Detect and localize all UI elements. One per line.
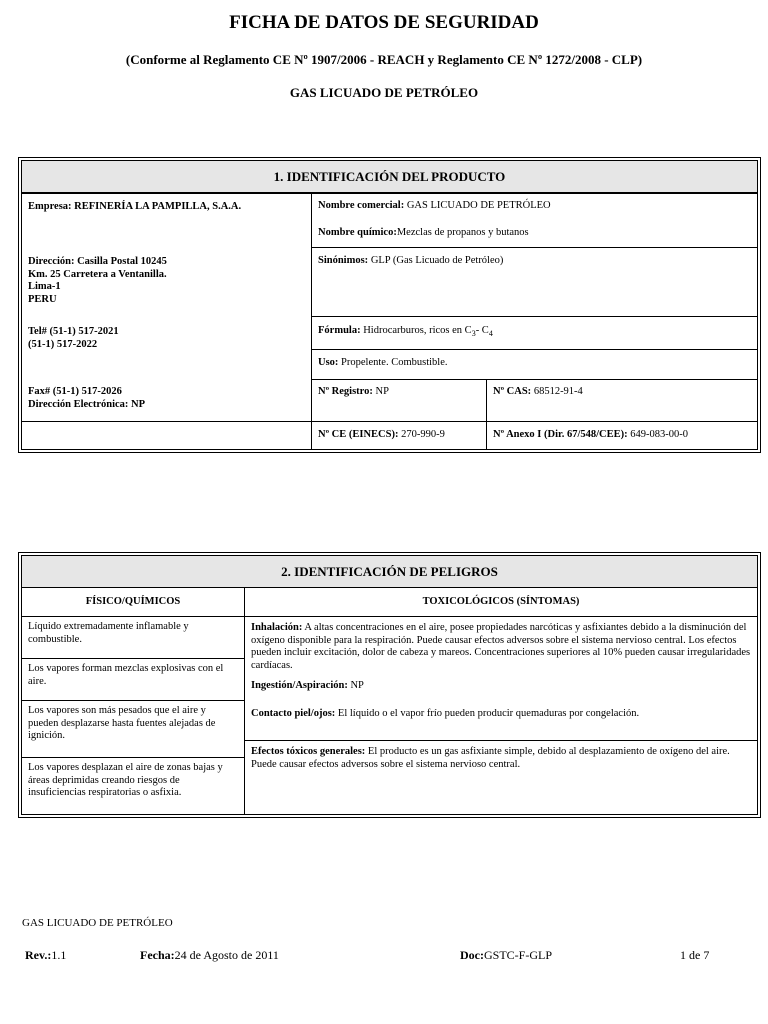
direccion-line: Dirección: Casilla Postal 10245 (28, 256, 167, 267)
section2-title: 2. IDENTIFICACIÓN DE PELIGROS (21, 555, 758, 588)
document-subtitle: (Conforme al Reglamento CE Nº 1907/2006 - REACH y Reglamento CE Nº 1272/2008 - CLP) (125, 52, 643, 67)
footer-doc (460, 948, 552, 963)
inhalacion-value: A altas concentraciones en el aire, posee propiedades narcóticas y asfixiantes debido a la disminución del oxígeno disponible para la respiración. Puede causar efectos adversos sobre el sistema nervioso central. Los efectos pueden incluir excitación, dolor de cabeza y mareos. Concentraciones superiores al 10% pueden causar irregularidades cardíacas. (251, 622, 751, 671)
sinonimos-cell (311, 247, 758, 317)
anexo-value: 649-083-00-0 (630, 429, 688, 440)
ingestion-label: Ingestión/Aspiración: (251, 680, 348, 691)
fax-line: Dirección Electrónica: NP (28, 398, 146, 410)
anexo-label: Nº Anexo I (Dir. 67/548/CEE): (493, 429, 628, 440)
footer-fecha (140, 948, 279, 963)
nombre-comercial-label: Nombre comercial: (318, 200, 405, 211)
empresa: Empresa: REFINERÍA LA PAMPILLA, S.A.A. (28, 201, 242, 212)
fisico-item: Los vapores forman mezclas explosivas con el aire. (21, 658, 245, 701)
product-title: GAS LICUADO DE PETRÓLEO (289, 85, 479, 100)
fecha-value: 24 de Agosto de 2011 (174, 948, 279, 962)
direccion (28, 256, 308, 306)
ce-value: 270-990-9 (401, 429, 445, 440)
uso-label: Uso: (318, 357, 339, 368)
fisico-item: Líquido extremadamente inflamable y combustible. (21, 616, 245, 659)
ce-label: Nº CE (EINECS): (318, 429, 399, 440)
registro-cell (311, 379, 487, 422)
cas-label: Nº CAS: (493, 386, 532, 397)
contacto-value: El líquido o el vapor frío pueden producir quemaduras por congelación. (337, 707, 640, 719)
col-header-toxicologicos: TOXICOLÓGICOS (SÍNTOMAS) (244, 587, 758, 617)
direccion-line: Lima-1 (28, 281, 61, 292)
fecha-label: Fecha: (140, 948, 175, 962)
rev-label: Rev.: (25, 948, 52, 962)
nombre-quimico-value: Mezclas de propanos y butanos (396, 226, 529, 238)
cas-value: 68512-91-4 (533, 386, 583, 397)
cas-cell (486, 379, 758, 422)
section1-title: 1. IDENTIFICACIÓN DEL PRODUCTO (21, 160, 758, 193)
contacto-label: Contacto piel/ojos: (251, 707, 336, 719)
anexo-cell (486, 421, 758, 450)
section1-left-column (21, 193, 312, 450)
efectos-value: El producto es un gas asfixiante simple, debido al desplazamiento de oxígeno del aire. Puede causar efectos adversos sobre el sistema nervioso central. (251, 746, 730, 770)
formula-text: Hidrocarburos, ricos en C (363, 325, 472, 336)
nombre-quimico-label: Nombre químico: (318, 226, 397, 238)
telefono (28, 326, 308, 351)
sinonimos-label: Sinónimos: (318, 255, 369, 266)
direccion-line: PERU (28, 293, 57, 305)
telefono-line: Tel# (51-1) 517-2021 (28, 326, 119, 337)
col-header-fisico: FÍSICO/QUÍMICOS (21, 587, 245, 617)
footer-product: GAS LICUADO DE PETRÓLEO (22, 917, 173, 929)
efectos-block (244, 740, 758, 815)
formula-sub-c4: 4 (488, 329, 493, 339)
ingestion-value: NP (350, 680, 364, 691)
formula-sub-c3: 3 (471, 329, 476, 339)
uso-cell (311, 349, 758, 380)
fax-line: Fax# (51-1) 517-2026 (28, 386, 122, 397)
inhalacion-label: Inhalación: (251, 622, 303, 633)
document-title: FICHA DE DATOS DE SEGURIDAD (229, 12, 539, 33)
nombre-comercial-value: GAS LICUADO DE PETRÓLEO (406, 200, 551, 211)
footer-rev (25, 948, 66, 963)
fisico-item: Los vapores son más pesados que el aire y pueden desplazarse hasta fuentes alejadas de ignición. (21, 700, 245, 758)
formula-mid: - C (475, 325, 489, 336)
fisico-item: Los vapores desplazan el aire de zonas bajas y áreas deprimidas creando riesgos de insuficiencias respiratorias o asfixia. (21, 757, 245, 815)
direccion-line: Km. 25 Carretera a Ventanilla. (28, 268, 167, 280)
page-number: 1 de 7 (680, 948, 710, 962)
uso-value: Propelente. Combustible. (341, 357, 448, 368)
formula-label: Fórmula: (318, 325, 361, 336)
formula-cell (311, 316, 758, 350)
registro-label: Nº Registro: (318, 386, 373, 397)
sinonimos-value: GLP (Gas Licuado de Petróleo) (370, 255, 504, 266)
fax (28, 386, 308, 411)
toxicologicos-block (244, 616, 758, 741)
ce-cell (311, 421, 487, 450)
doc-label: Doc: (460, 948, 484, 962)
doc-value: GSTC-F-GLP (484, 948, 553, 962)
telefono-line: (51-1) 517-2022 (28, 338, 98, 350)
efectos-label: Efectos tóxicos generales: (251, 746, 366, 757)
nombre-cell (311, 193, 758, 248)
registro-value: NP (375, 386, 389, 397)
rev-value: 1.1 (51, 948, 67, 962)
